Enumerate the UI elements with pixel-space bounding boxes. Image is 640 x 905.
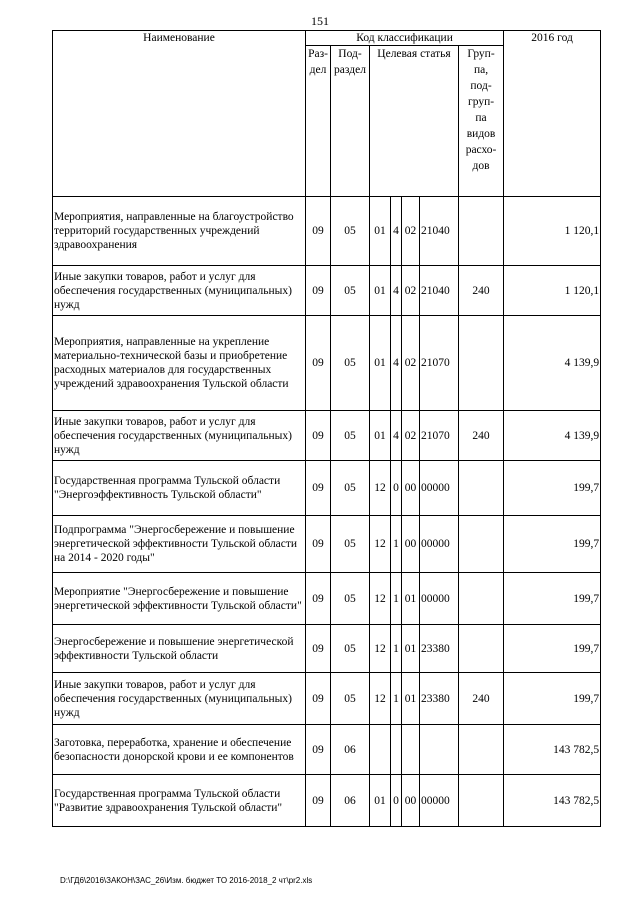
row-target-direction: 21040	[420, 197, 459, 266]
row-subsection: 06	[331, 725, 370, 775]
row-target-direction: 00000	[420, 516, 459, 573]
row-target-event	[402, 725, 420, 775]
row-expense-group: 240	[459, 673, 504, 725]
row-name: Государственная программа Тульской области "Энергоэффективность Тульской области"	[53, 461, 306, 516]
row-section: 09	[306, 461, 331, 516]
row-target-event: 02	[402, 411, 420, 461]
row-expense-group	[459, 725, 504, 775]
row-target-event: 00	[402, 516, 420, 573]
row-target-direction: 00000	[420, 775, 459, 827]
row-target-event: 00	[402, 775, 420, 827]
row-amount: 143 782,5	[504, 775, 601, 827]
row-name: Государственная программа Тульской области "Развитие здравоохранения Тульской области"	[53, 775, 306, 827]
header-section	[306, 46, 331, 197]
header-year: 2016 год	[504, 31, 601, 197]
row-amount: 199,7	[504, 516, 601, 573]
row-section: 09	[306, 673, 331, 725]
row-target-event: 01	[402, 625, 420, 673]
row-expense-group	[459, 316, 504, 411]
table-row	[53, 725, 601, 775]
row-target-subprogram: 1	[391, 625, 402, 673]
row-expense-group: 240	[459, 411, 504, 461]
row-target-direction: 21070	[420, 316, 459, 411]
row-target-direction: 00000	[420, 461, 459, 516]
row-amount: 1 120,1	[504, 197, 601, 266]
row-section: 09	[306, 266, 331, 316]
file-path-footer: D:\ГД6\2016\ЗАКОН\ЗАС_26\Изм. бюджет ТО 2016-2018_2 чт\рr2.xls	[60, 876, 313, 885]
header-expense-group	[459, 46, 504, 197]
row-target-subprogram: 4	[391, 411, 402, 461]
row-subsection: 05	[331, 573, 370, 625]
table-row	[53, 411, 601, 461]
row-target-event: 00	[402, 461, 420, 516]
header-classification-code: Код классификации	[306, 31, 504, 46]
row-expense-group	[459, 625, 504, 673]
header-subsection	[331, 46, 370, 197]
row-name: Мероприятия, направленные на благоустройство территорий государственных учреждений здравоохранения	[53, 197, 306, 266]
row-name: Мероприятие "Энергосбережение и повышение энергетической эффективности Тульской области"	[53, 573, 306, 625]
row-section: 09	[306, 775, 331, 827]
table-row	[53, 516, 601, 573]
row-section: 09	[306, 316, 331, 411]
table-row	[53, 573, 601, 625]
row-amount: 199,7	[504, 625, 601, 673]
row-section: 09	[306, 516, 331, 573]
row-subsection: 05	[331, 266, 370, 316]
row-target-subprogram: 4	[391, 316, 402, 411]
row-target-program: 12	[370, 673, 391, 725]
table-row	[53, 673, 601, 725]
row-name: Иные закупки товаров, работ и услуг для обеспечения государственных (муниципальных) нужд	[53, 266, 306, 316]
row-subsection: 05	[331, 197, 370, 266]
row-target-program: 12	[370, 625, 391, 673]
row-target-event: 01	[402, 673, 420, 725]
row-target-direction: 23380	[420, 625, 459, 673]
row-target-event: 01	[402, 573, 420, 625]
row-expense-group	[459, 197, 504, 266]
table-row	[53, 461, 601, 516]
table-row	[53, 266, 601, 316]
row-expense-group	[459, 573, 504, 625]
row-name: Иные закупки товаров, работ и услуг для обеспечения государственных (муниципальных) нужд	[53, 673, 306, 725]
row-section: 09	[306, 411, 331, 461]
row-subsection: 05	[331, 516, 370, 573]
header-target-article: Целевая статья	[370, 46, 459, 197]
row-subsection: 05	[331, 625, 370, 673]
row-target-direction: 21040	[420, 266, 459, 316]
row-amount: 199,7	[504, 461, 601, 516]
row-section: 09	[306, 625, 331, 673]
row-target-subprogram: 1	[391, 673, 402, 725]
row-subsection: 05	[331, 673, 370, 725]
row-target-program: 01	[370, 316, 391, 411]
row-target-event: 02	[402, 316, 420, 411]
row-target-program: 01	[370, 775, 391, 827]
row-target-subprogram: 0	[391, 461, 402, 516]
row-target-direction	[420, 725, 459, 775]
row-target-subprogram: 1	[391, 573, 402, 625]
row-target-program: 12	[370, 516, 391, 573]
row-subsection: 05	[331, 411, 370, 461]
row-target-direction: 23380	[420, 673, 459, 725]
row-subsection: 05	[331, 316, 370, 411]
header-name: Наименование	[53, 31, 306, 197]
row-amount: 4 139,9	[504, 411, 601, 461]
row-target-direction: 21070	[420, 411, 459, 461]
row-target-subprogram: 4	[391, 197, 402, 266]
table-row	[53, 775, 601, 827]
row-expense-group: 240	[459, 266, 504, 316]
row-target-event: 02	[402, 197, 420, 266]
row-target-subprogram: 4	[391, 266, 402, 316]
table-row	[53, 197, 601, 266]
row-subsection: 05	[331, 461, 370, 516]
header-section-text: Раз- дел	[308, 48, 328, 76]
row-target-program: 01	[370, 411, 391, 461]
row-name: Заготовка, переработка, хранение и обеспечение безопасности донорской крови и ее компонентов	[53, 725, 306, 775]
row-expense-group	[459, 516, 504, 573]
row-amount: 199,7	[504, 573, 601, 625]
row-section: 09	[306, 725, 331, 775]
row-target-event: 02	[402, 266, 420, 316]
row-name: Мероприятия, направленные на укрепление материально-технической базы и приобретение расходных материалов для государственных учреждений здравоохранения Тульской области	[53, 316, 306, 411]
row-section: 09	[306, 197, 331, 266]
row-name: Энергосбережение и повышение энергетической эффективности Тульской области	[53, 625, 306, 673]
row-name: Подпрограмма "Энергосбережение и повышение энергетической эффективности Тульской области на 2014 - 2020 годы"	[53, 516, 306, 573]
row-amount: 4 139,9	[504, 316, 601, 411]
row-name: Иные закупки товаров, работ и услуг для обеспечения государственных (муниципальных) нужд	[53, 411, 306, 461]
row-amount: 143 782,5	[504, 725, 601, 775]
row-target-program: 12	[370, 573, 391, 625]
row-target-direction: 00000	[420, 573, 459, 625]
header-expense-group-text: Груп- па, под- груп- па видов расхо- дов	[465, 48, 497, 172]
row-amount: 1 120,1	[504, 266, 601, 316]
row-target-subprogram: 0	[391, 775, 402, 827]
budget-table	[52, 30, 601, 827]
row-expense-group	[459, 775, 504, 827]
table-row	[53, 316, 601, 411]
row-target-program: 12	[370, 461, 391, 516]
row-target-subprogram: 1	[391, 516, 402, 573]
row-target-program	[370, 725, 391, 775]
row-subsection: 06	[331, 775, 370, 827]
row-target-program: 01	[370, 266, 391, 316]
header-subsection-text: Под- раздел	[334, 48, 366, 76]
row-target-program: 01	[370, 197, 391, 266]
row-expense-group	[459, 461, 504, 516]
row-amount: 199,7	[504, 673, 601, 725]
row-section: 09	[306, 573, 331, 625]
page-number: 151	[311, 14, 329, 28]
row-target-subprogram	[391, 725, 402, 775]
table-row	[53, 625, 601, 673]
